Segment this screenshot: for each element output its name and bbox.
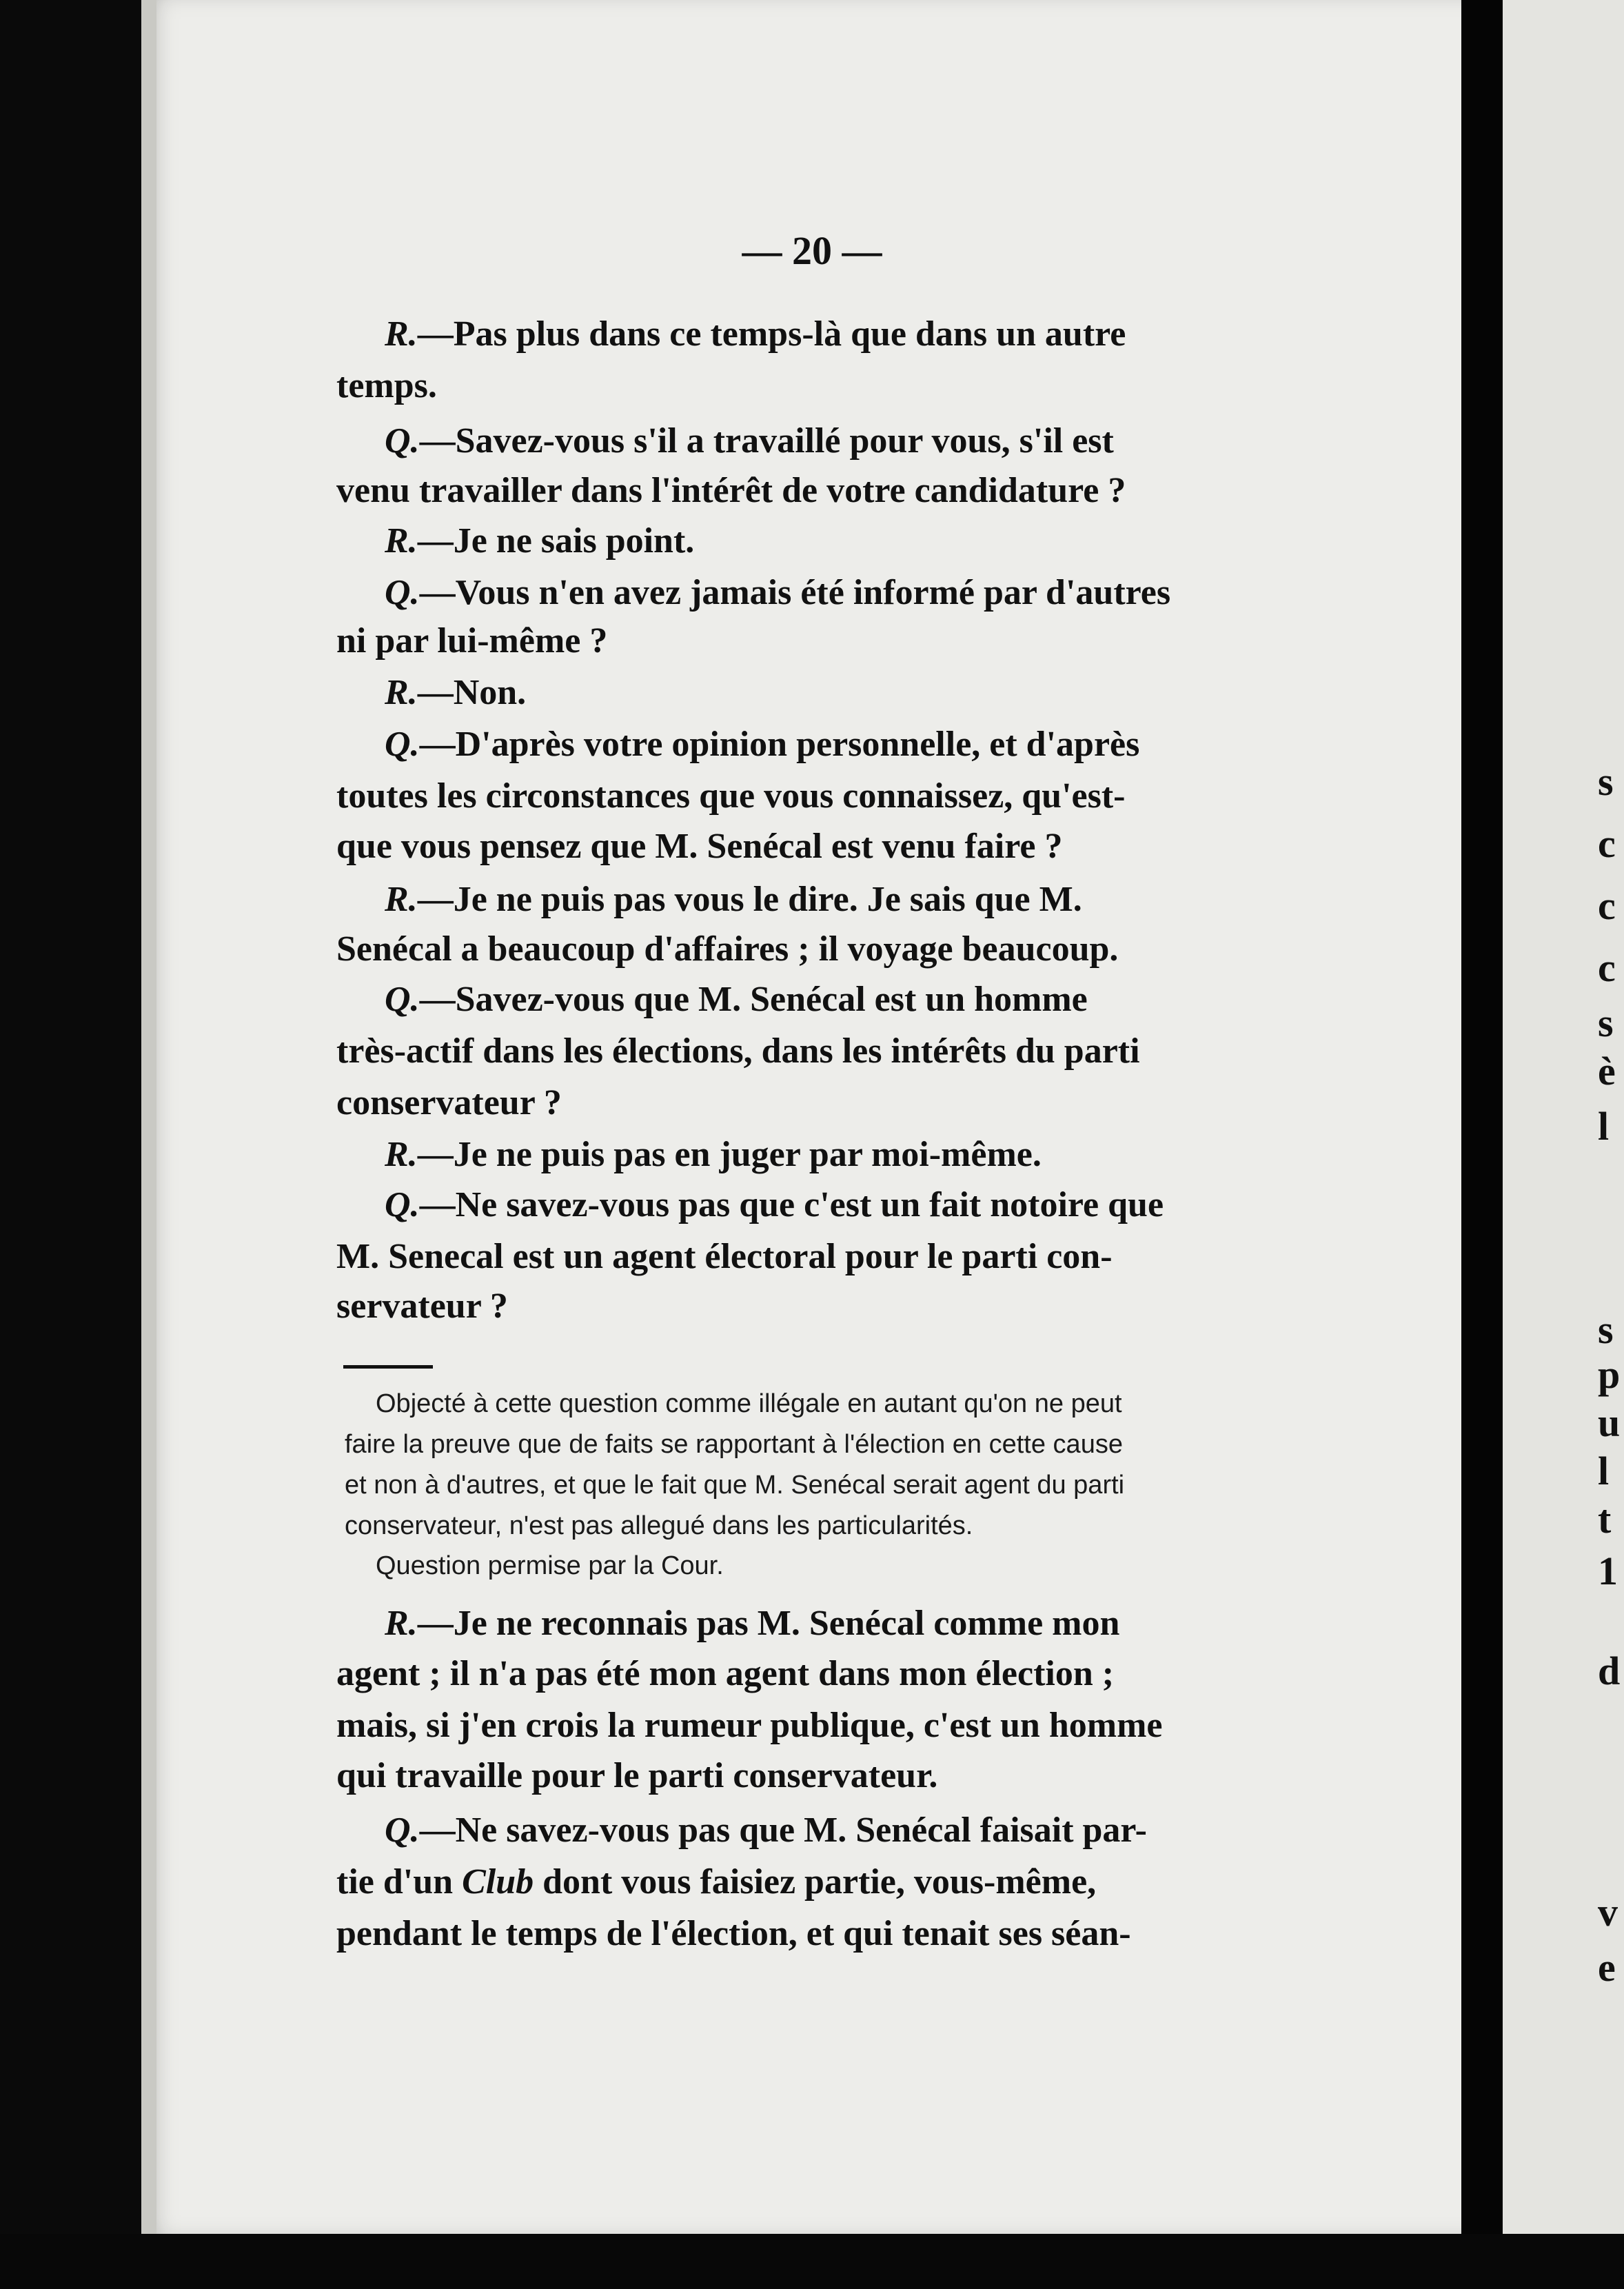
footnote-line: faire la preuve que de faits se rapportant à l'élection en cette cause <box>345 1430 1123 1459</box>
line-text: Senécal a beaucoup d'affaires ; il voyage beaucoup. <box>336 929 1119 969</box>
adjacent-page-char: c <box>1598 883 1616 928</box>
line-text: —Pas plus dans ce temps-là que dans un autre <box>417 314 1126 354</box>
adjacent-page-char: è <box>1598 1049 1616 1093</box>
adjacent-page-char: u <box>1598 1400 1621 1445</box>
body-line <box>336 1755 1343 1796</box>
line-text: toutes les circonstances que vous connaissez, qu'est- <box>336 776 1126 816</box>
body-line <box>336 470 1343 511</box>
line-text: —Vous n'en avez jamais été informé par d'autres <box>419 573 1171 612</box>
speaker-label: Q. <box>385 980 420 1019</box>
body-line <box>336 1082 1343 1123</box>
line-text: que vous pensez que M. Senécal est venu faire ? <box>336 827 1063 866</box>
adjacent-page-char: s <box>1598 1307 1614 1352</box>
line-text: venu travailler dans l'intérêt de votre candidature ? <box>336 471 1126 510</box>
adjacent-page-char: v <box>1598 1890 1618 1935</box>
speaker-label: R. <box>385 521 418 561</box>
page-binding-edge <box>141 0 156 2234</box>
body-line <box>385 421 1343 461</box>
adjacent-page-char: p <box>1598 1352 1621 1397</box>
body-line <box>336 929 1343 969</box>
line-text: —Ne savez-vous pas que c'est un fait notoire que <box>419 1185 1164 1224</box>
body-line <box>336 776 1343 816</box>
line-text: —Je ne reconnais pas M. Senécal comme mon <box>417 1604 1120 1643</box>
adjacent-page-char: l <box>1598 1104 1610 1149</box>
speaker-label: R. <box>385 673 418 712</box>
line-text: pendant le temps de l'élection, et qui tenait ses séan- <box>336 1914 1131 1953</box>
line-text: M. Senecal est un agent électoral pour le parti con- <box>336 1237 1113 1276</box>
line-text: dont vous faisiez partie, vous-même, <box>534 1862 1097 1902</box>
body-line <box>336 621 1343 661</box>
line-text: servateur ? <box>336 1287 508 1326</box>
adjacent-page-fragment <box>1503 0 1624 2289</box>
footnote-line: conservateur, n'est pas allegué dans les particularités. <box>345 1511 973 1540</box>
adjacent-page-char: s <box>1598 1000 1614 1045</box>
line-text: mais, si j'en crois la rumeur publique, c'est un homme <box>336 1706 1163 1745</box>
body-line <box>385 1134 1343 1175</box>
body-line <box>336 365 1343 406</box>
line-text: —Je ne puis pas vous le dire. Je sais que M. <box>417 880 1082 919</box>
body-line <box>336 1031 1343 1071</box>
speaker-label: R. <box>385 1135 418 1174</box>
body-line <box>385 1184 1343 1225</box>
body-line <box>336 1705 1343 1746</box>
body-line <box>385 879 1343 920</box>
body-line <box>385 572 1343 613</box>
speaker-label: Q. <box>385 1185 420 1224</box>
line-text: très-actif dans les élections, dans les intérêts du parti <box>336 1031 1140 1071</box>
body-line <box>385 314 1343 354</box>
line-text: —Je ne sais point. <box>417 521 695 561</box>
footnote-rule <box>343 1365 433 1369</box>
adjacent-page-char: s <box>1598 759 1614 804</box>
speaker-label: R. <box>385 314 418 354</box>
footnote-line: Objecté à cette question comme illégale en autant qu'on ne peut <box>376 1389 1122 1418</box>
speaker-label: Q. <box>385 573 420 612</box>
speaker-label: R. <box>385 1604 418 1643</box>
body-line <box>385 979 1343 1020</box>
footnote-line: Question permise par la Cour. <box>376 1551 724 1580</box>
adjacent-page-char: d <box>1598 1648 1621 1693</box>
line-text: conservateur ? <box>336 1083 562 1122</box>
body-line <box>336 1862 1343 1902</box>
body-line <box>385 672 1343 713</box>
adjacent-page-char: 1 <box>1598 1549 1618 1593</box>
line-text: agent ; il n'a pas été mon agent dans mon élection ; <box>336 1654 1115 1693</box>
body-line <box>336 1286 1343 1327</box>
adjacent-page-char: e <box>1598 1945 1616 1990</box>
body-line <box>385 1603 1343 1644</box>
line-text: —D'après votre opinion personnelle, et d'après <box>419 725 1140 764</box>
scan-border <box>0 2234 1624 2289</box>
body-line <box>385 1810 1343 1851</box>
line-text: temps. <box>336 366 437 405</box>
adjacent-page-char: c <box>1598 821 1616 866</box>
body-line <box>336 1653 1343 1694</box>
adjacent-page-char: t <box>1598 1497 1612 1542</box>
speaker-label: Q. <box>385 1811 420 1850</box>
body-line <box>336 1236 1343 1277</box>
line-text: —Je ne puis pas en juger par moi-même. <box>417 1135 1042 1174</box>
body-line <box>336 826 1343 867</box>
adjacent-page-char: l <box>1598 1449 1610 1493</box>
page-gutter <box>1461 0 1503 2289</box>
line-text: tie d'un <box>336 1862 463 1902</box>
line-text: —Savez-vous que M. Senécal est un homme <box>419 980 1088 1019</box>
adjacent-page-char: c <box>1598 945 1616 990</box>
speaker-label: Q. <box>385 421 420 461</box>
line-text: —Non. <box>417 673 527 712</box>
line-text: —Savez-vous s'il a travaillé pour vous, s'il est <box>419 421 1114 461</box>
speaker-label: Q. <box>385 725 420 764</box>
speaker-label: R. <box>385 880 418 919</box>
body-line <box>385 521 1343 561</box>
club-word: Club <box>462 1862 534 1902</box>
footnote-line: et non à d'autres, et que le fait que M. Senécal serait agent du parti <box>345 1471 1125 1500</box>
body-line <box>385 724 1343 765</box>
body-line <box>336 1913 1343 1954</box>
page-number: — 20 — <box>742 228 882 273</box>
line-text: —Ne savez-vous pas que M. Senécal faisait par- <box>419 1811 1147 1850</box>
line-text: qui travaille pour le parti conservateur. <box>336 1756 938 1795</box>
line-text: ni par lui-même ? <box>336 621 608 661</box>
